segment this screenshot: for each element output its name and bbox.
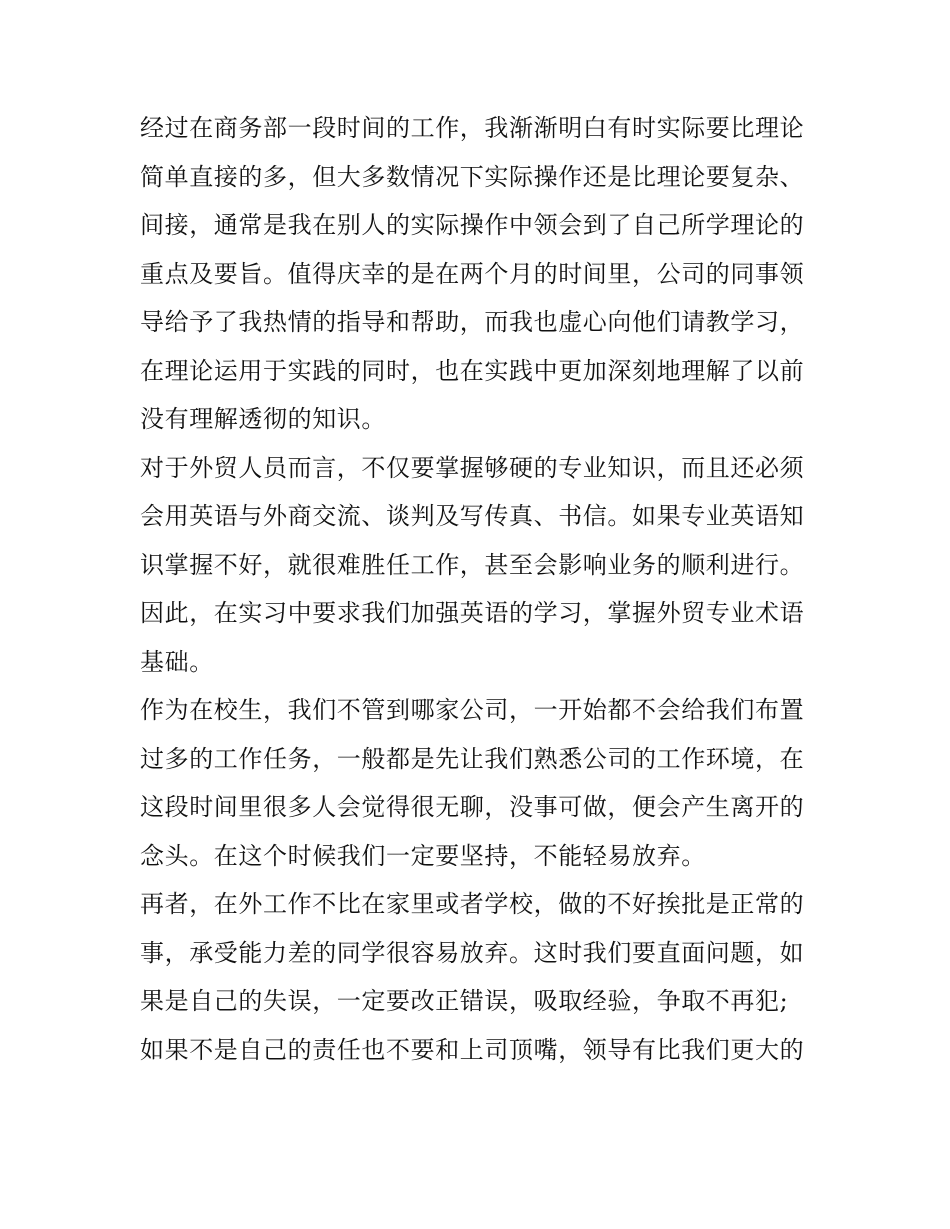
- text-line: 作为在校生，我们不管到哪家公司，一开始都不会给我们布置: [140, 696, 805, 724]
- text-line: 如果不是自己的责任也不要和上司顶嘴，领导有比我们更大的: [140, 1035, 805, 1064]
- text-line: 念头。在这个时候我们一定要坚持，不能轻易放弃。: [140, 841, 706, 870]
- text-line: 基础。: [140, 647, 214, 676]
- text-line: 再者，在外工作不比在家里或者学校，做的不好挨批是正常的: [140, 890, 805, 918]
- text-line: 经过在商务部一段时间的工作，我渐渐明白有时实际要比理论: [140, 114, 805, 142]
- text-line: 这段时间里很多人会觉得很无聊，没事可做，便会产生离开的: [140, 793, 805, 821]
- text-line: 导给予了我热情的指导和帮助，而我也虚心向他们请教学习，: [140, 308, 805, 336]
- text-line: 简单直接的多，但大多数情况下实际操作还是比理论要复杂、: [140, 162, 805, 191]
- body-text: [140, 104, 820, 1074]
- text-line: 果是自己的失误，一定要改正错误，吸取经验，争取不再犯;: [140, 987, 789, 1015]
- text-line: 因此，在实习中要求我们加强英语的学习，掌握外贸专业术语: [140, 599, 805, 627]
- text-line: 在理论运用于实践的同时，也在实践中更加深刻地理解了以前: [140, 356, 805, 385]
- text-line: 间接，通常是我在别人的实际操作中领会到了自己所学理论的: [140, 211, 805, 239]
- text-line: 事，承受能力差的同学很容易放弃。这时我们要直面问题，如: [140, 938, 805, 967]
- text-line: 识掌握不好，就很难胜任工作，甚至会影响业务的顺利进行。: [140, 550, 805, 579]
- text-line: 对于外贸人员而言，不仅要掌握够硬的专业知识，而且还必须: [140, 453, 805, 482]
- text-line: 过多的工作任务，一般都是先让我们熟悉公司的工作环境，在: [140, 744, 805, 773]
- text-line: 重点及要旨。值得庆幸的是在两个月的时间里，公司的同事领: [140, 259, 805, 288]
- text-line: 会用英语与外商交流、谈判及写传真、书信。如果专业英语知: [140, 502, 805, 530]
- text-line: 没有理解透彻的知识。: [140, 405, 386, 433]
